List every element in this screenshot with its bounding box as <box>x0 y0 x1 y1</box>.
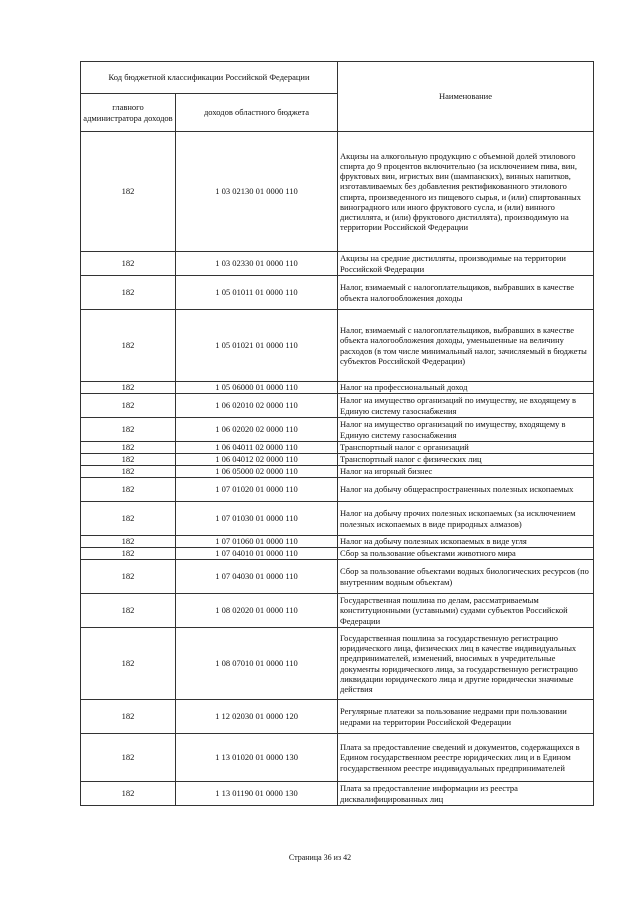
income-code-cell: 1 06 02010 02 0000 110 <box>176 394 338 418</box>
income-code-cell: 1 13 01020 01 0000 130 <box>176 734 338 782</box>
budget-codes-table <box>80 61 594 806</box>
table-row <box>81 442 594 454</box>
admin-code-cell: 182 <box>81 466 176 478</box>
table-row <box>81 382 594 394</box>
admin-code-cell: 182 <box>81 478 176 502</box>
table-row <box>81 418 594 442</box>
table-row <box>81 782 594 806</box>
admin-code-cell: 182 <box>81 502 176 536</box>
table-row <box>81 276 594 310</box>
income-name-cell: Налог на профессиональный доход <box>338 382 594 394</box>
admin-code-cell: 182 <box>81 594 176 628</box>
income-code-cell: 1 06 05000 02 0000 110 <box>176 466 338 478</box>
income-header: доходов областного бюджета <box>176 94 338 132</box>
admin-code-cell: 182 <box>81 700 176 734</box>
income-name-cell: Налог на имущество организаций по имуществу, не входящему в Единую систему газоснабжения <box>338 394 594 418</box>
table-row <box>81 700 594 734</box>
header-row-1 <box>81 62 594 94</box>
table-row <box>81 466 594 478</box>
admin-code-cell: 182 <box>81 394 176 418</box>
income-code-cell: 1 05 06000 01 0000 110 <box>176 382 338 394</box>
admin-code-cell: 182 <box>81 536 176 548</box>
table-row <box>81 628 594 700</box>
admin-code-cell: 182 <box>81 560 176 594</box>
admin-code-cell: 182 <box>81 252 176 276</box>
income-name-cell: Сбор за пользование объектами водных биологических ресурсов (по внутренним водным объектам) <box>338 560 594 594</box>
admin-header: главного администратора доходов <box>81 94 176 132</box>
income-name-cell: Налог, взимаемый с налогоплательщиков, выбравших в качестве объекта налогообложения доходы <box>338 276 594 310</box>
income-name-cell: Налог на добычу полезных ископаемых в виде угля <box>338 536 594 548</box>
admin-code-cell: 182 <box>81 382 176 394</box>
table-row <box>81 252 594 276</box>
income-name-cell: Налог, взимаемый с налогоплательщиков, выбравших в качестве объекта налогообложения доходы, уменьшенные на величину расходов (в том числе минимальный налог, зачисляемый в бюджеты субъектов Российской Федерации) <box>338 310 594 382</box>
income-code-cell: 1 06 04011 02 0000 110 <box>176 442 338 454</box>
income-code-cell: 1 03 02130 01 0000 110 <box>176 132 338 252</box>
admin-code-cell: 182 <box>81 276 176 310</box>
table-row <box>81 548 594 560</box>
admin-code-cell: 182 <box>81 310 176 382</box>
income-name-cell: Налог на добычу прочих полезных ископаемых (за исключением полезных ископаемых в виде природных алмазов) <box>338 502 594 536</box>
income-code-cell: 1 05 01011 01 0000 110 <box>176 276 338 310</box>
table-row <box>81 594 594 628</box>
name-header: Наименование <box>338 62 594 132</box>
income-name-cell: Плата за предоставление сведений и документов, содержащихся в Едином государственном реестре юридических лиц и в Едином государственном реестре индивидуальных предпринимателей <box>338 734 594 782</box>
income-code-cell: 1 07 04010 01 0000 110 <box>176 548 338 560</box>
table-row <box>81 478 594 502</box>
code-group-header: Код бюджетной классификации Российской Федерации <box>81 62 338 94</box>
table-row <box>81 734 594 782</box>
admin-code-cell: 182 <box>81 132 176 252</box>
income-code-cell: 1 06 04012 02 0000 110 <box>176 454 338 466</box>
income-name-cell: Налог на имущество организаций по имуществу, входящему в Единую систему газоснабжения <box>338 418 594 442</box>
income-code-cell: 1 08 07010 01 0000 110 <box>176 628 338 700</box>
income-name-cell: Государственная пошлина за государственную регистрацию юридического лица, физических лиц в качестве индивидуальных предпринимателей, изменений, вносимых в учредительные документы юридического лица, за государственную регистрацию ликвидации юридического лица и другие юридически значимые действия <box>338 628 594 700</box>
admin-code-cell: 182 <box>81 418 176 442</box>
table-row <box>81 310 594 382</box>
income-code-cell: 1 08 02020 01 0000 110 <box>176 594 338 628</box>
income-code-cell: 1 07 01030 01 0000 110 <box>176 502 338 536</box>
admin-code-cell: 182 <box>81 548 176 560</box>
admin-code-cell: 182 <box>81 782 176 806</box>
admin-code-cell: 182 <box>81 628 176 700</box>
income-code-cell: 1 03 02330 01 0000 110 <box>176 252 338 276</box>
income-name-cell: Налог на игорный бизнес <box>338 466 594 478</box>
income-name-cell: Транспортный налог с организаций <box>338 442 594 454</box>
income-name-cell: Сбор за пользование объектами животного мира <box>338 548 594 560</box>
income-name-cell: Плата за предоставление информации из реестра дисквалифицированных лиц <box>338 782 594 806</box>
admin-code-cell: 182 <box>81 442 176 454</box>
income-name-cell: Налог на добычу общераспространенных полезных ископаемых <box>338 478 594 502</box>
income-code-cell: 1 07 04030 01 0000 110 <box>176 560 338 594</box>
income-code-cell: 1 12 02030 01 0000 120 <box>176 700 338 734</box>
table-row <box>81 536 594 548</box>
admin-code-cell: 182 <box>81 454 176 466</box>
income-name-cell: Транспортный налог с физических лиц <box>338 454 594 466</box>
income-name-cell: Акцизы на алкогольную продукцию с объемной долей этилового спирта до 9 процентов включительно (за исключением пива, вин, фруктовых вин, игристых вин (шампанских), винных напитков, изготавливаемых без добавления ректификованного этилового спирта, произведенного из пищевого сырья, и (или) спиртованных виноградного или иного фруктового сусла, и (или) винного дистиллята, и (или) фруктового дистиллята), производимую на территории Российской Федерации <box>338 132 594 252</box>
table-row <box>81 394 594 418</box>
table-row <box>81 560 594 594</box>
income-code-cell: 1 05 01021 01 0000 110 <box>176 310 338 382</box>
page-number: Страница 36 из 42 <box>288 853 352 862</box>
income-code-cell: 1 07 01060 01 0000 110 <box>176 536 338 548</box>
income-code-cell: 1 07 01020 01 0000 110 <box>176 478 338 502</box>
income-code-cell: 1 13 01190 01 0000 130 <box>176 782 338 806</box>
admin-code-cell: 182 <box>81 734 176 782</box>
income-name-cell: Регулярные платежи за пользование недрами при пользовании недрами на территории Российской Федерации <box>338 700 594 734</box>
income-code-cell: 1 06 02020 02 0000 110 <box>176 418 338 442</box>
table-row <box>81 454 594 466</box>
table-row <box>81 502 594 536</box>
income-name-cell: Акцизы на средние дистилляты, производимые на территории Российской Федерации <box>338 252 594 276</box>
table-row <box>81 132 594 252</box>
income-name-cell: Государственная пошлина по делам, рассматриваемым конституционными (уставными) судами субъектов Российской Федерации <box>338 594 594 628</box>
